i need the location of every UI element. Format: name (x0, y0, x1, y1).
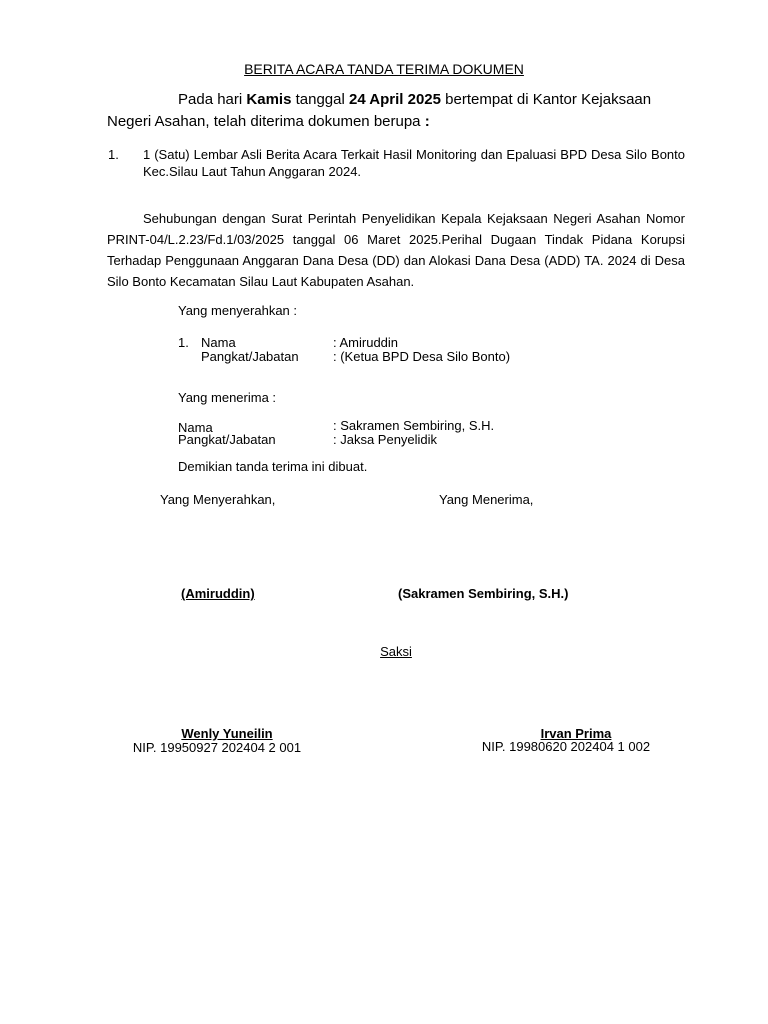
giver-rank-label: Pangkat/Jabatan (201, 349, 299, 364)
giver-name-label: Nama (201, 335, 236, 350)
witness-right-name: Irvan Prima (540, 726, 612, 741)
item-number: 1. (108, 147, 119, 162)
intro-date: 24 April 2025 (348, 91, 441, 108)
intro-colon: : (424, 113, 430, 130)
witness-heading: Saksi (380, 644, 412, 659)
document-title: BERITA ACARA TANDA TERIMA DOKUMEN (244, 61, 524, 77)
receiver-rank-label: Pangkat/Jabatan (178, 432, 276, 447)
witness-left-name: Wenly Yuneilin (181, 726, 273, 741)
giver-name-value: : Amiruddin (333, 335, 399, 350)
giver-rank-value: : (Ketua BPD Desa Silo Bonto) (333, 349, 511, 364)
intro-paragraph (107, 89, 685, 133)
intro-day: Kamis (246, 91, 292, 108)
witness-left-nip: NIP. 19950927 202404 2 001 (132, 740, 302, 755)
receiver-rank-value: : Jaksa Penyelidik (333, 432, 438, 447)
closing-text: Demikian tanda terima ini dibuat. (178, 459, 368, 474)
giver-number: 1. (178, 335, 189, 350)
intro-text-2: tanggal (295, 91, 345, 108)
receiver-name-label: Nama (178, 420, 213, 435)
giver-heading: Yang menyerahkan : (178, 303, 297, 318)
intro-line-2: Negeri Asahan, telah diterima dokumen berupa (107, 113, 421, 130)
body-paragraph: Sehubungan dengan Surat Perintah Penyelidikan Kepala Kejaksaan Negeri Asahan Nomor PRINT-04/L.2.23/Fd.1/03/2025 tanggal 06 Maret 2025.Perihal Dugaan Tindak Pidana Korupsi Terhadap Penggunaan Anggaran Dana Desa (DD) dan Alokasi Dana Desa (ADD) TA. 2024 di Desa Silo Bonto Kecamatan Silau Laut Kabupaten Asahan. (107, 211, 685, 289)
intro-text-1: Pada hari (178, 91, 243, 108)
signature-right-name: (Sakramen Sembiring, S.H.) (398, 586, 569, 601)
item-text: 1 (Satu) Lembar Asli Berita Acara Terkait Hasil Monitoring dan Epaluasi BPD Desa Silo Bonto Kec.Silau Laut Tahun Anggaran 2024. (143, 147, 685, 179)
witness-right-nip: NIP. 19980620 202404 1 002 (481, 739, 651, 754)
signature-left-name: (Amiruddin) (181, 586, 255, 601)
intro-text-3: bertempat di Kantor Kejaksaan (445, 91, 652, 108)
receiver-heading: Yang menerima : (178, 390, 277, 405)
receiver-name-value: : Sakramen Sembiring, S.H. (333, 418, 495, 433)
signature-left-label: Yang Menyerahkan, (160, 492, 276, 507)
signature-right-label: Yang Menerima, (439, 492, 534, 507)
